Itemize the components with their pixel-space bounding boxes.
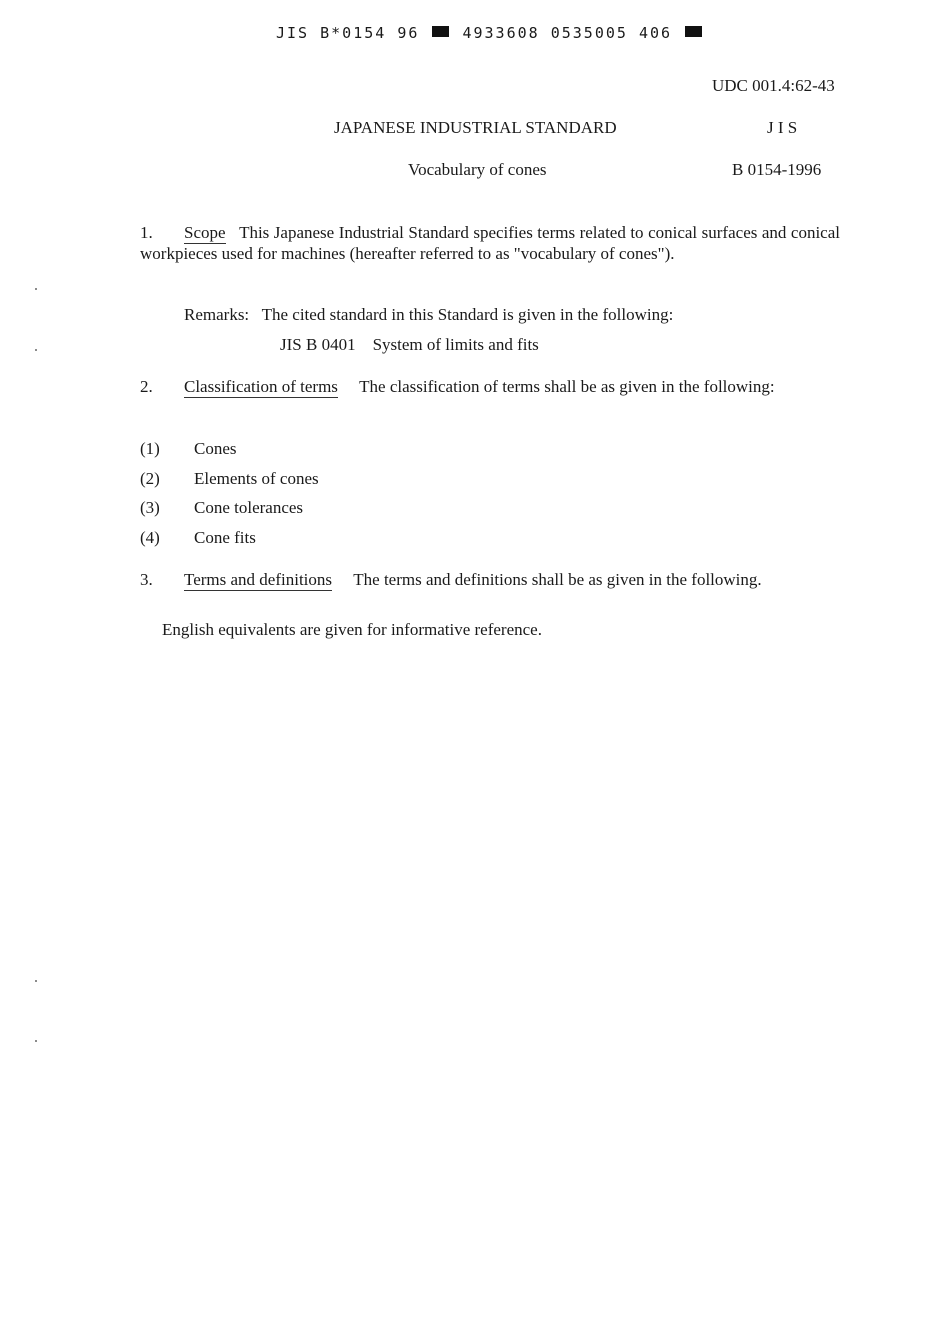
section-terms-definitions: [140, 569, 840, 590]
cited-standard-code: JIS B 0401: [280, 335, 356, 354]
section-number: 2.: [140, 377, 153, 396]
list-item: [140, 498, 303, 518]
list-item-label: (1): [140, 439, 160, 458]
jis-mark: J I S: [767, 118, 798, 137]
section-heading: Classification of terms: [184, 377, 338, 396]
document-title: Vocabulary of cones: [408, 160, 547, 179]
section-text: The classification of terms shall be as given in the following:: [359, 377, 775, 396]
black-block-mark: [685, 26, 702, 37]
section-classification: [140, 376, 840, 397]
list-item-label: (2): [140, 469, 160, 488]
scan-speck: [35, 349, 37, 351]
cited-standard-title: System of limits and fits: [372, 335, 539, 354]
list-item-text: Cone fits: [194, 528, 256, 547]
section-number: 3.: [140, 570, 153, 589]
document-number: B 0154-1996: [732, 160, 822, 179]
header-code-middle: 4933608 0535005 406: [462, 24, 673, 42]
scan-speck: [35, 980, 37, 982]
list-item: [140, 439, 237, 459]
section-text: This Japanese Industrial Standard specifies terms related to conical surfaces and conical workpieces used for machines (hereafter referred to as "vocabulary of cones").: [140, 223, 840, 263]
list-item: [140, 528, 256, 548]
list-item: [140, 469, 319, 489]
standard-title: JAPANESE INDUSTRIAL STANDARD: [334, 118, 617, 137]
header-code-prefix: JIS B*0154 96: [276, 24, 420, 42]
section-heading: Terms and definitions: [184, 570, 333, 589]
list-item-text: Elements of cones: [194, 469, 319, 488]
section-scope: [140, 222, 840, 264]
section-number: 1.: [140, 223, 153, 242]
header-code: [276, 24, 704, 42]
udc-code: UDC 001.4:62-43: [712, 76, 835, 95]
section-heading: Scope: [184, 223, 226, 242]
remarks-block: [184, 305, 673, 325]
remarks-label: Remarks:: [184, 305, 250, 324]
scan-speck: [35, 1040, 37, 1042]
section-text: The terms and definitions shall be as given in the following.: [353, 570, 762, 589]
list-item-text: Cones: [194, 439, 237, 458]
list-item-label: (3): [140, 498, 160, 517]
list-item-label: (4): [140, 528, 160, 547]
remarks-text: The cited standard in this Standard is given in the following:: [261, 305, 674, 324]
black-block-mark: [432, 26, 449, 37]
informative-note: English equivalents are given for informative reference.: [162, 620, 542, 639]
scan-speck: [35, 288, 37, 290]
cited-standard: [280, 335, 539, 355]
list-item-text: Cone tolerances: [194, 498, 304, 517]
